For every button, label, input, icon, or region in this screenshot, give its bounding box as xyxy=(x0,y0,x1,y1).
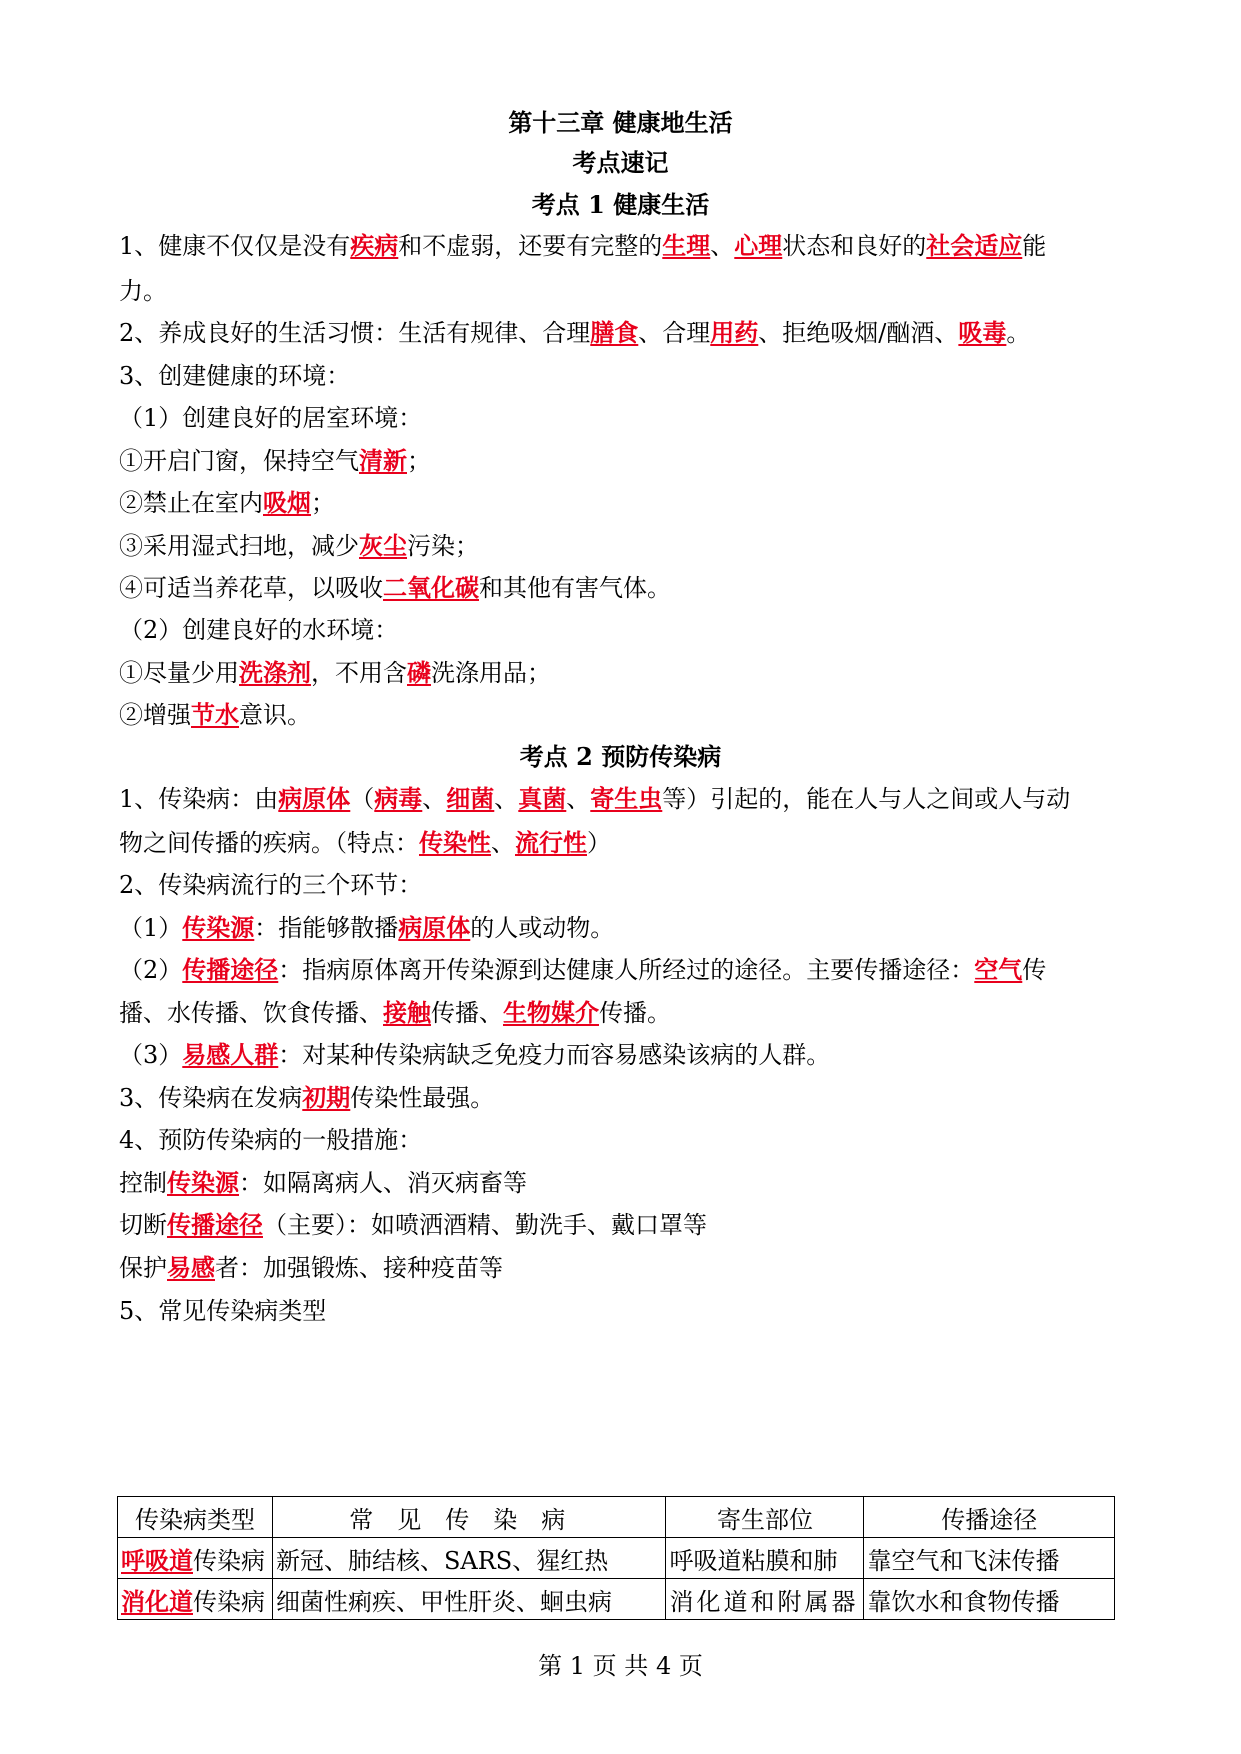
table-header-cell: 传染病类型 xyxy=(118,1497,273,1538)
text-run: ； xyxy=(311,489,335,517)
paragraph-line xyxy=(119,1253,503,1283)
text-run: 传染性最强。 xyxy=(350,1084,495,1112)
text-run: ：如隔离病人、消灭病畜等 xyxy=(239,1169,527,1197)
text-run: 、 xyxy=(491,829,515,857)
text-run: 传 xyxy=(1022,956,1047,984)
text-run: 、拒绝吸烟/酗酒、 xyxy=(758,319,959,347)
text-run: ） xyxy=(587,829,611,857)
text-run: 播、水传播、饮食传播、 xyxy=(119,999,383,1027)
paragraph-line xyxy=(119,488,335,518)
keyword: 传播途径 xyxy=(167,1210,263,1239)
text-run: ，不用含 xyxy=(311,659,407,687)
text-run: 物之间传播的疾病。（特点： xyxy=(119,829,419,857)
paragraph-line: 5、常见传染病类型 xyxy=(119,1297,327,1325)
paragraph-line: （2）创建良好的水环境： xyxy=(119,616,399,644)
text-run: ②禁止在室内 xyxy=(119,489,263,517)
text-run: 2、养成良好的生活习惯：生活有规律、合理 xyxy=(119,319,591,347)
text-run: 污染； xyxy=(407,532,479,560)
keyword: 心理 xyxy=(734,231,783,260)
text-run: ：指病原体离开传染源到达健康人所经过的途径。主要传播途径： xyxy=(278,956,975,984)
text-run: 者：加强锻炼、接种疫苗等 xyxy=(215,1254,503,1282)
table-row xyxy=(118,1579,1115,1620)
keyword: 吸毒 xyxy=(958,318,1007,347)
keyword: 生理 xyxy=(662,231,711,260)
paragraph-line xyxy=(119,1040,830,1070)
table-cell: 细菌性痢疾、甲性肝炎、蛔虫病 xyxy=(272,1579,666,1620)
text-run: 传播、 xyxy=(431,999,503,1027)
keyword: 清新 xyxy=(359,446,407,475)
text-run: （主要）：如喷洒酒精、勤洗手、戴口罩等 xyxy=(263,1211,707,1239)
paragraph-line xyxy=(119,913,614,943)
section-1-heading: 考点 1 健康生活 xyxy=(531,190,710,219)
keyword: 磷 xyxy=(407,658,431,687)
text-run: 意识。 xyxy=(239,701,311,729)
paragraph-line xyxy=(119,1083,494,1113)
table-cell: 消化道和附属器 xyxy=(666,1579,864,1620)
keyword: 传染源 xyxy=(182,913,255,942)
table-cell: 靠空气和飞沫传播 xyxy=(864,1538,1115,1579)
paragraph-line xyxy=(119,828,611,858)
text-run: 等）引起的，能在人与人之间或人与动 xyxy=(662,785,1071,813)
text-run: 和不虚弱，还要有完整的 xyxy=(398,232,663,260)
paragraph-line: 4、预防传染病的一般措施： xyxy=(119,1126,423,1154)
paragraph-line xyxy=(119,955,1046,985)
keyword: 病原体 xyxy=(278,784,351,813)
text-run: （1） xyxy=(119,914,183,942)
text-run: ①尽量少用 xyxy=(119,659,239,687)
table-cell xyxy=(118,1579,273,1620)
table-header-cell: 常见传染病 xyxy=(272,1497,666,1538)
keyword: 病毒 xyxy=(374,784,423,813)
table-cell: 靠饮水和食物传播 xyxy=(864,1579,1115,1620)
text-run: 传染病 xyxy=(193,1587,265,1616)
paragraph-line xyxy=(119,998,671,1028)
text-run: ：指能够散播 xyxy=(254,914,399,942)
keyword: 初期 xyxy=(302,1083,351,1112)
keyword: 真菌 xyxy=(518,784,567,813)
keyword: 传播途径 xyxy=(182,955,279,984)
keyword: 疾病 xyxy=(350,231,399,260)
text-run: 3、传染病在发病 xyxy=(119,1084,303,1112)
text-run: ①开启门窗，保持空气 xyxy=(119,447,359,475)
paragraph-line xyxy=(119,318,1030,348)
keyword: 接触 xyxy=(383,998,431,1027)
text-run: 洗涤用品； xyxy=(431,659,551,687)
keyword: 灰尘 xyxy=(359,531,407,560)
table-header-cell: 寄生部位 xyxy=(666,1497,864,1538)
paragraph-line: 2、传染病流行的三个环节： xyxy=(119,871,423,899)
table-row xyxy=(118,1538,1115,1579)
table-header-cell: 传播途径 xyxy=(864,1497,1115,1538)
paragraph-line xyxy=(119,658,551,688)
paragraph-line xyxy=(119,1210,707,1240)
text-run: 状态和良好的 xyxy=(782,232,927,260)
text-run: 切断 xyxy=(119,1211,167,1239)
text-run: ③采用湿式扫地，减少 xyxy=(119,532,359,560)
paragraph-line xyxy=(119,573,671,603)
keyword: 传染性 xyxy=(419,828,491,857)
text-run: 。 xyxy=(1006,319,1031,347)
text-run: 传播。 xyxy=(599,999,671,1027)
text-run: 能 xyxy=(1022,232,1047,260)
keyword: 空气 xyxy=(974,955,1023,984)
paragraph-line: 3、创建健康的环境： xyxy=(119,362,351,390)
subtitle: 考点速记 xyxy=(572,148,669,177)
text-run: ②增强 xyxy=(119,701,191,729)
text-run: 1、传染病：由 xyxy=(119,785,279,813)
text-run: （3） xyxy=(119,1041,183,1069)
text-run: 、合理 xyxy=(638,319,711,347)
text-run: （2） xyxy=(119,956,183,984)
table-cell: 新冠、肺结核、SARS、猩红热 xyxy=(272,1538,666,1579)
text-run: 控制 xyxy=(119,1169,167,1197)
chapter-title: 第十三章 健康地生活 xyxy=(508,108,733,137)
keyword: 节水 xyxy=(191,700,239,729)
keyword: 用药 xyxy=(710,318,759,347)
paragraph-line: 力。 xyxy=(119,277,167,305)
text-run: 、 xyxy=(494,785,519,813)
paragraph-line xyxy=(119,231,1046,261)
table-cell xyxy=(118,1538,273,1579)
keyword: 易感 xyxy=(167,1253,215,1282)
text-run: （ xyxy=(350,785,375,813)
keyword: 病原体 xyxy=(398,913,471,942)
keyword: 生物媒介 xyxy=(503,998,599,1027)
keyword: 二氧化碳 xyxy=(383,573,479,602)
text-run: 和其他有害气体。 xyxy=(479,574,671,602)
keyword: 社会适应 xyxy=(926,231,1023,260)
text-run: 、 xyxy=(710,232,735,260)
keyword: 寄生虫 xyxy=(590,784,663,813)
keyword: 消化道 xyxy=(121,1586,193,1616)
text-run: 1、健康不仅仅是没有 xyxy=(119,232,351,260)
text-run: 传染病 xyxy=(193,1546,265,1575)
keyword: 细菌 xyxy=(446,784,495,813)
text-run: ④可适当养花草，以吸收 xyxy=(119,574,383,602)
text-run: 保护 xyxy=(119,1254,167,1282)
paragraph-line: （1）创建良好的居室环境： xyxy=(119,404,423,432)
paragraph-line xyxy=(119,1168,527,1198)
paragraph-line xyxy=(119,531,479,561)
page-footer: 第 1 页 共 4 页 xyxy=(538,1652,703,1680)
keyword: 易感人群 xyxy=(182,1040,279,1069)
keyword: 膳食 xyxy=(590,318,639,347)
paragraph-line xyxy=(119,700,311,730)
keyword: 流行性 xyxy=(515,828,587,857)
text-run: ：对某种传染病缺乏免疫力而容易感染该病的人群。 xyxy=(278,1041,831,1069)
keyword: 呼吸道 xyxy=(121,1545,193,1575)
table-cell: 呼吸道粘膜和肺 xyxy=(666,1538,864,1579)
paragraph-line xyxy=(119,784,1070,814)
section-2-heading: 考点 2 预防传染病 xyxy=(519,742,722,771)
table-header-row xyxy=(118,1497,1115,1538)
text-run: 的人或动物。 xyxy=(470,914,615,942)
text-run: ； xyxy=(407,447,431,475)
paragraph-line xyxy=(119,446,431,476)
text-run: 、 xyxy=(422,785,447,813)
disease-type-table xyxy=(117,1496,1115,1620)
keyword: 洗涤剂 xyxy=(239,658,311,687)
keyword: 吸烟 xyxy=(263,488,311,517)
keyword: 传染源 xyxy=(167,1168,239,1197)
text-run: 、 xyxy=(566,785,591,813)
